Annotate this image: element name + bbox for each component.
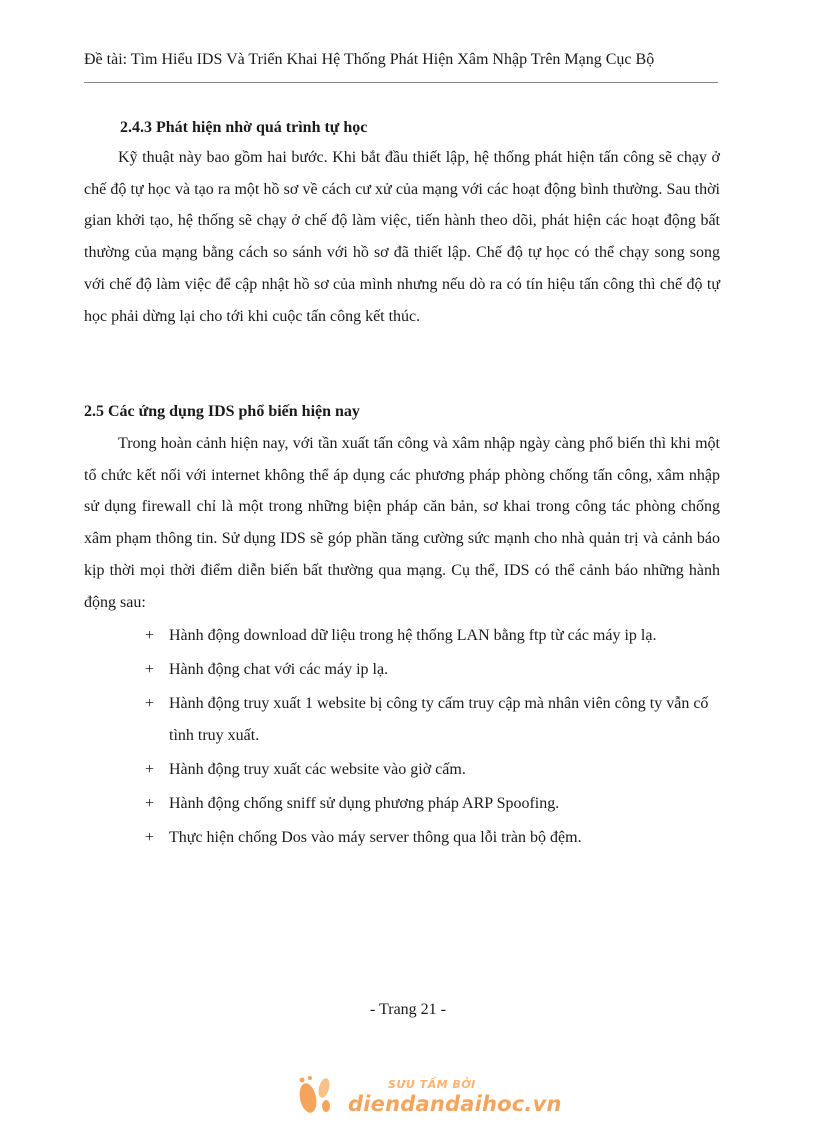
ids-alert-list xyxy=(145,620,725,856)
bullet-marker: + xyxy=(145,695,155,712)
section-2-4-3-paragraph xyxy=(84,142,720,332)
bullet-marker: + xyxy=(145,661,155,678)
page-number: - Trang 21 - xyxy=(369,1001,446,1018)
section-2-5-heading: 2.5 Các ứng dụng IDS phổ biến hiện nay xyxy=(84,403,360,420)
watermark-site: diendandaihoc.vn xyxy=(348,1092,562,1116)
list-item xyxy=(145,654,725,686)
list-item-text: Hành động chống sniff sử dụng phương pháp ARP Spoofing. xyxy=(169,794,560,812)
header-divider xyxy=(84,82,718,83)
list-item xyxy=(145,788,725,820)
bullet-marker: + xyxy=(145,828,155,846)
watermark xyxy=(290,1068,562,1122)
page-header: Đề tài: Tìm Hiểu IDS Và Triển Khai Hệ Thống Phát Hiện Xâm Nhập Trên Mạng Cục Bộ xyxy=(84,51,655,68)
list-item xyxy=(145,688,725,751)
footprint-logo-icon xyxy=(290,1068,350,1122)
section-2-4-3-text: Kỹ thuật này bao gồm hai bước. Khi bắt đầu thiết lập, hệ thống phát hiện tấn công sẽ chạy ở chế độ tự học và tạo ra một hồ sơ về cách cư xử của mạng với các hoạt động bình thường. Sau thời gian khởi tạo, hệ thống sẽ chạy ở chế độ làm việc, tiến hành theo dõi, phát hiện các hoạt động bất thường của mạng bằng cách so sánh với hồ sơ đã thiết lập. Chế độ tự học có thể chạy song song với chế độ làm việc để cập nhật hồ sơ của mình nhưng nếu dò ra có tín hiệu tấn công thì chế độ tự học phải dừng lại cho tới khi cuộc tấn công kết thúc. xyxy=(84,149,720,325)
watermark-tagline: SƯU TẦM BỞI xyxy=(388,1078,476,1091)
list-item xyxy=(145,754,725,786)
bullet-marker: + xyxy=(145,760,155,778)
section-2-5-text: Trong hoàn cảnh hiện nay, với tần xuất tấn công và xâm nhập ngày càng phổ biến thì khi một tổ chức kết nối với internet không thể áp dụng các phương pháp phòng chống tấn công, xâm nhập sử dụng firewall chỉ là một trong những biện pháp căn bản, sơ khai trong công tác phòng chống xâm phạm thông tin. Sử dụng IDS sẽ góp phần tăng cường sức mạnh cho nhà quản trị và cảnh báo kịp thời mọi thời điểm diễn biến bất thường qua mạng. Cụ thể, IDS có thể cảnh báo những hành động sau: xyxy=(84,435,720,611)
list-item xyxy=(145,822,725,854)
list-item-text: Thực hiện chống Dos vào máy server thông qua lỗi tràn bộ đệm. xyxy=(169,828,582,846)
bullet-marker: + xyxy=(145,794,155,812)
section-2-4-3-heading: 2.4.3 Phát hiện nhờ quá trình tự học xyxy=(120,119,368,136)
list-item-text: Hành động chat với các máy ip lạ. xyxy=(169,661,389,678)
list-item xyxy=(145,620,725,652)
list-item-text: Hành động download dữ liệu trong hệ thống LAN bằng ftp từ các máy ip lạ. xyxy=(169,627,657,644)
list-item-text: Hành động truy xuất các website vào giờ cấm. xyxy=(169,760,466,778)
bullet-marker: + xyxy=(145,627,155,644)
section-2-5-paragraph xyxy=(84,428,720,618)
list-item-text: Hành động truy xuất 1 website bị công ty cấm truy cập mà nhân viên công ty vẫn cố tình truy xuất. xyxy=(169,695,709,744)
